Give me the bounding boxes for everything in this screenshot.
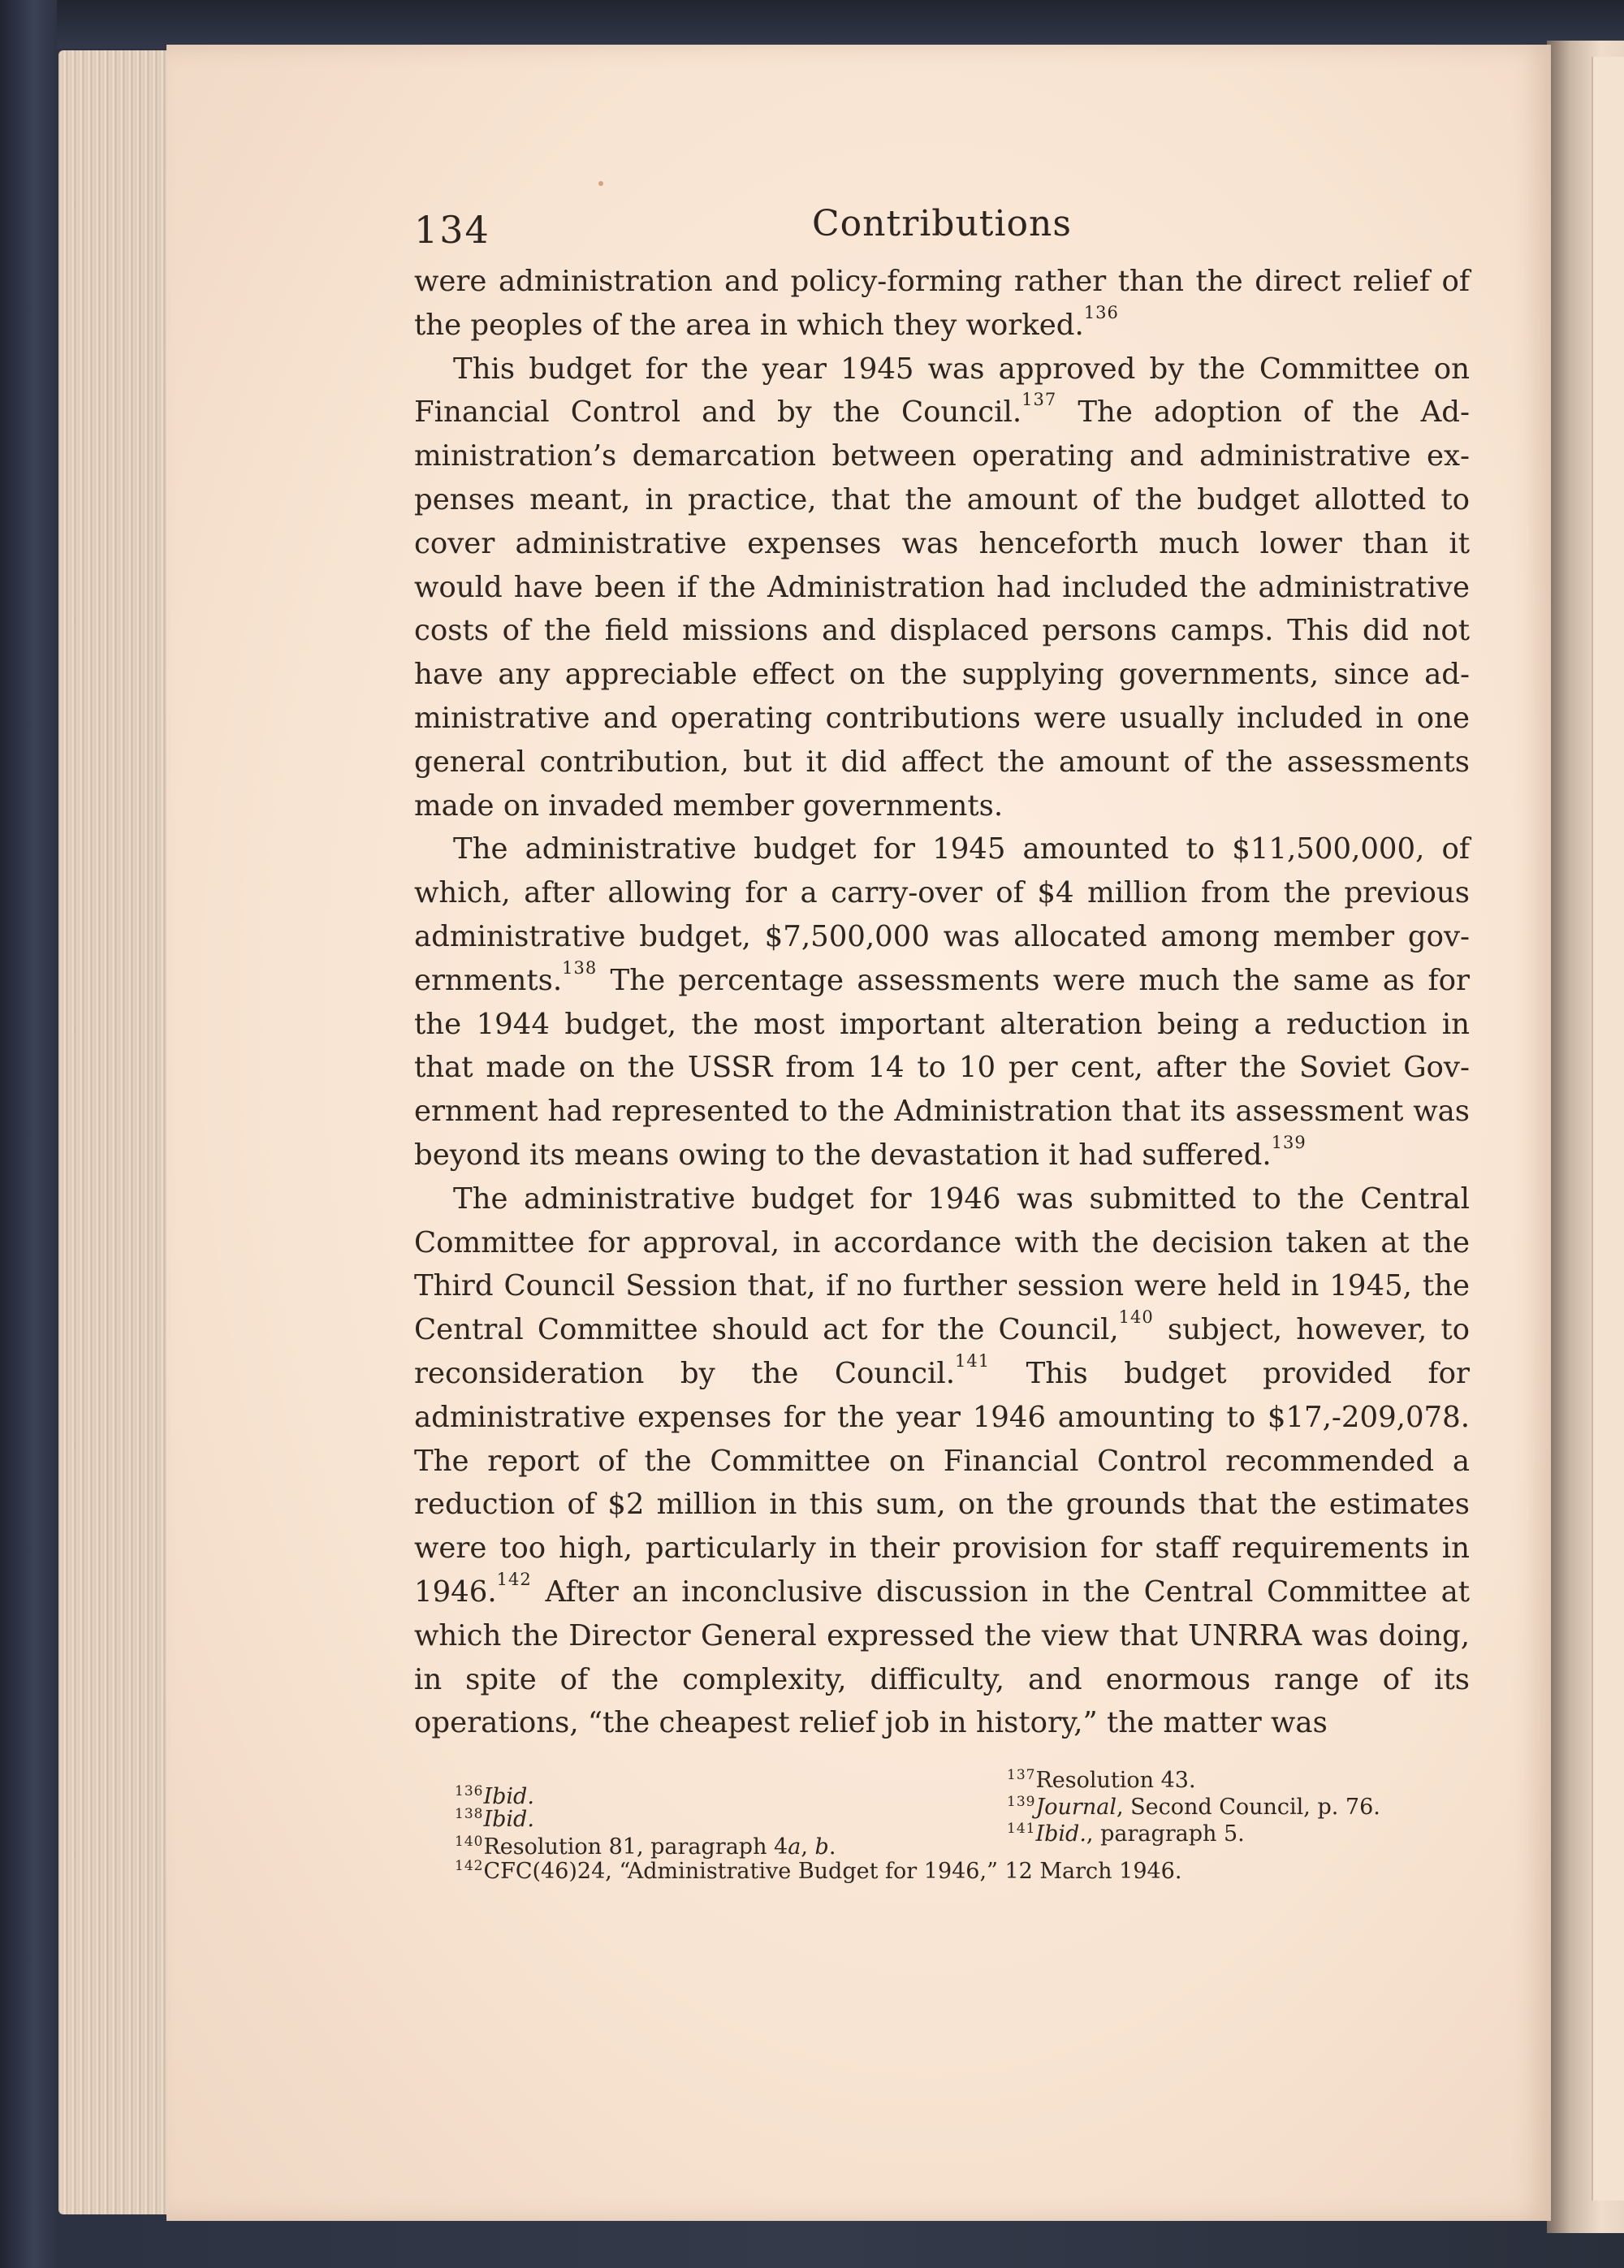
note-ref-137: 137 [1021, 390, 1057, 410]
page-edges [58, 50, 180, 2214]
note-ref-142: 142 [496, 1569, 532, 1589]
footnote-137: $^{137}$Resolution 43. [1007, 1766, 1196, 1794]
note-ref-140: 140 [1118, 1307, 1154, 1328]
paragraph-2: This budget for the year 1945 was approved by the Committee on Financial Control and by the Council.$^{137}$ The adoption of the Administration’s demarcation between operating and administrative expenses meant, in practice, that the amount of the budget allotted to cover administrative expenses was henceforth much lower than it would have been if the Administration had included the administrative costs of the field missions and displaced persons camps. This did not have any appreciable effect on the supplying governments, since administrative and operating contributions were usually included in one general contribution, but it did affect the amount of the assessments made on invaded member governments. [414, 352, 1470, 823]
note-ref-138: 138 [562, 957, 598, 978]
note-ref-139: 139 [1271, 1133, 1307, 1152]
note-ref-141: 141 [955, 1350, 991, 1371]
footnote-141: $^{141}$Ibid., paragraph 5. [1007, 1820, 1245, 1847]
ink-spot [598, 181, 603, 186]
footnote-139: $^{139}$Journal, Second Council, p. 76. [1007, 1793, 1380, 1821]
page-number: 134 [414, 208, 490, 252]
body-text [414, 260, 1470, 1745]
book-cover-top [0, 0, 1624, 49]
footnote-138: $^{138}$Ibid. [455, 1805, 534, 1833]
note-ref-136: 136 [1083, 302, 1119, 322]
paragraph-4: The administrative budget for 1946 was submitted to the Central Committee for approval, in accordance with the decision taken at the Third Council Session that, if no further session were held in 1945, the Central Committee should act for the Council,$^{140}$ subject, however, to reconsideration by the Council.$^{141}$ This budget provided for administrative expenses for the year 1946 amounting to $17,-209,078. The report of the Committee on Financial Control recommended a reduction of $2 million in this sum, on the grounds that the estimates were too high, particularly in their provision for staff requirements in 1946.$^{142}$ After an inconclusive discussion in the Central Committee at which the Director General expressed the view that UNRRA was doing, in spite of the complexity, difficulty, and enormous range of its operations, “the cheapest relief job in history,” the matter was [414, 1182, 1471, 1740]
paragraph-3: The administrative budget for 1945 amounted to $11,500,000, of which, after allowing for a carry-over of $4 million from the previous administrative budget, $7,500,000 was allocated among member governments.$^{138}$ The percentage assessments were much the same as for the 1944 budget, the most important alteration being a reduction in that made on the USSR from 14 to 10 per cent, after the Soviet Government had represented to the Administration that its assessment was beyond its means owing to the devastation it had suffered.$^{139}$ [414, 832, 1470, 1172]
footnotes [455, 1766, 1470, 1908]
footnote-140: $^{140}$Resolution 81, paragraph 4a, b. [455, 1833, 836, 1860]
page-text [414, 195, 1470, 1908]
paragraph-1: were administration and policy-forming rather than the direct relief of the peoples of the area in which they worked.$^{136}$ [414, 265, 1470, 342]
facing-page-edge [1592, 57, 1624, 2201]
footnote-136: $^{136}$Ibid. [455, 1782, 534, 1810]
footnote-142: $^{142}$CFC(46)24, “Administrative Budget for 1946,” 12 March 1946. [455, 1857, 1182, 1885]
book-cover-spine [0, 0, 57, 2268]
page-header [414, 195, 1470, 260]
running-head: Contributions [812, 203, 1072, 244]
